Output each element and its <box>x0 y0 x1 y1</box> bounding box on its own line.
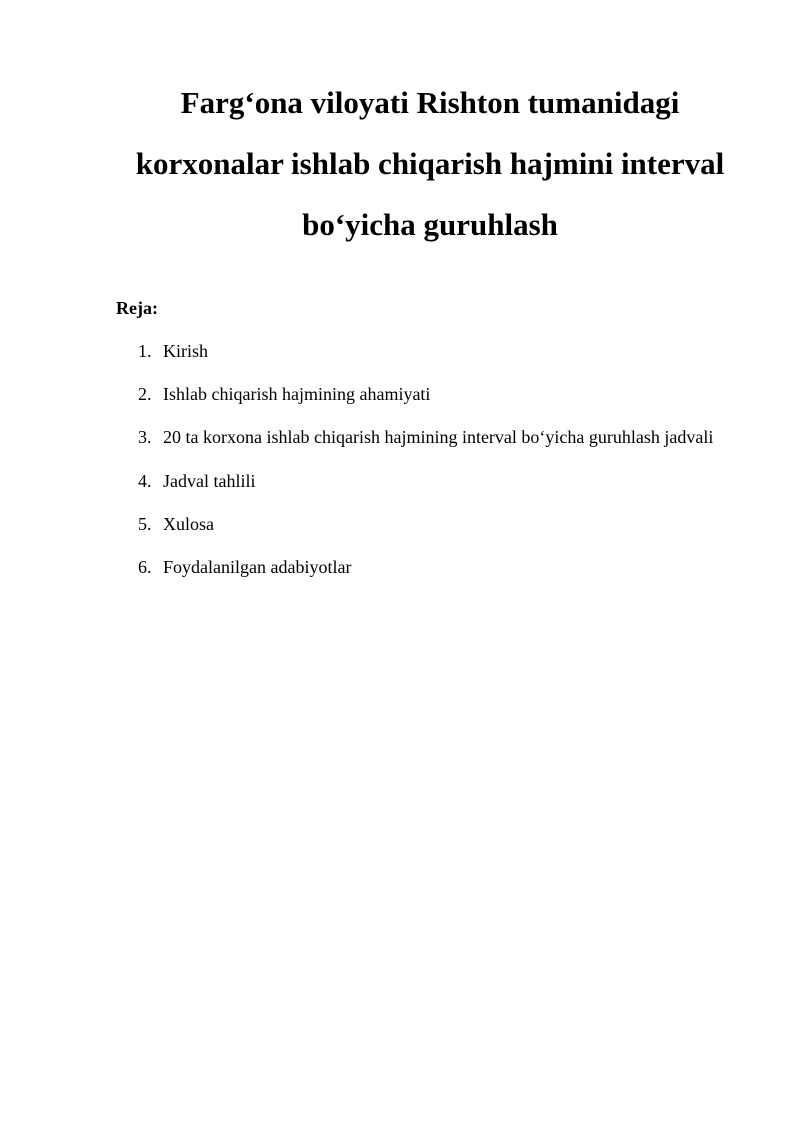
plan-item-number: 5. <box>138 513 152 534</box>
plan-heading: Reja: <box>116 298 158 318</box>
plan-item-text: 20 ta korxona ishlab chiqarish hajmining interval bo‘yicha guruhlash jadvali <box>163 427 714 448</box>
plan-item-text: Ishlab chiqarish hajmining ahamiyati <box>163 384 431 405</box>
document-title <box>110 72 750 255</box>
plan-item-number: 4. <box>138 470 152 491</box>
plan-item-text: Kirish <box>163 341 208 361</box>
plan-item-number: 6. <box>138 556 152 577</box>
plan-item-text: Foydalanilgan adabiyotlar <box>163 556 352 577</box>
title-line-1: Farg‘ona viloyati Rishton tumanidagi <box>180 85 680 120</box>
plan-item-text: Jadval tahlili <box>163 470 256 491</box>
title-line-2: korxonalar ishlab chiqarish hajmini interval <box>135 146 725 181</box>
plan-item-number: 2. <box>138 384 152 405</box>
plan-item-number: 3. <box>138 427 152 448</box>
plan-item-number: 1. <box>138 341 152 361</box>
title-line-3: bo‘yicha guruhlash <box>302 207 558 242</box>
plan-item-text: Xulosa <box>163 513 214 534</box>
